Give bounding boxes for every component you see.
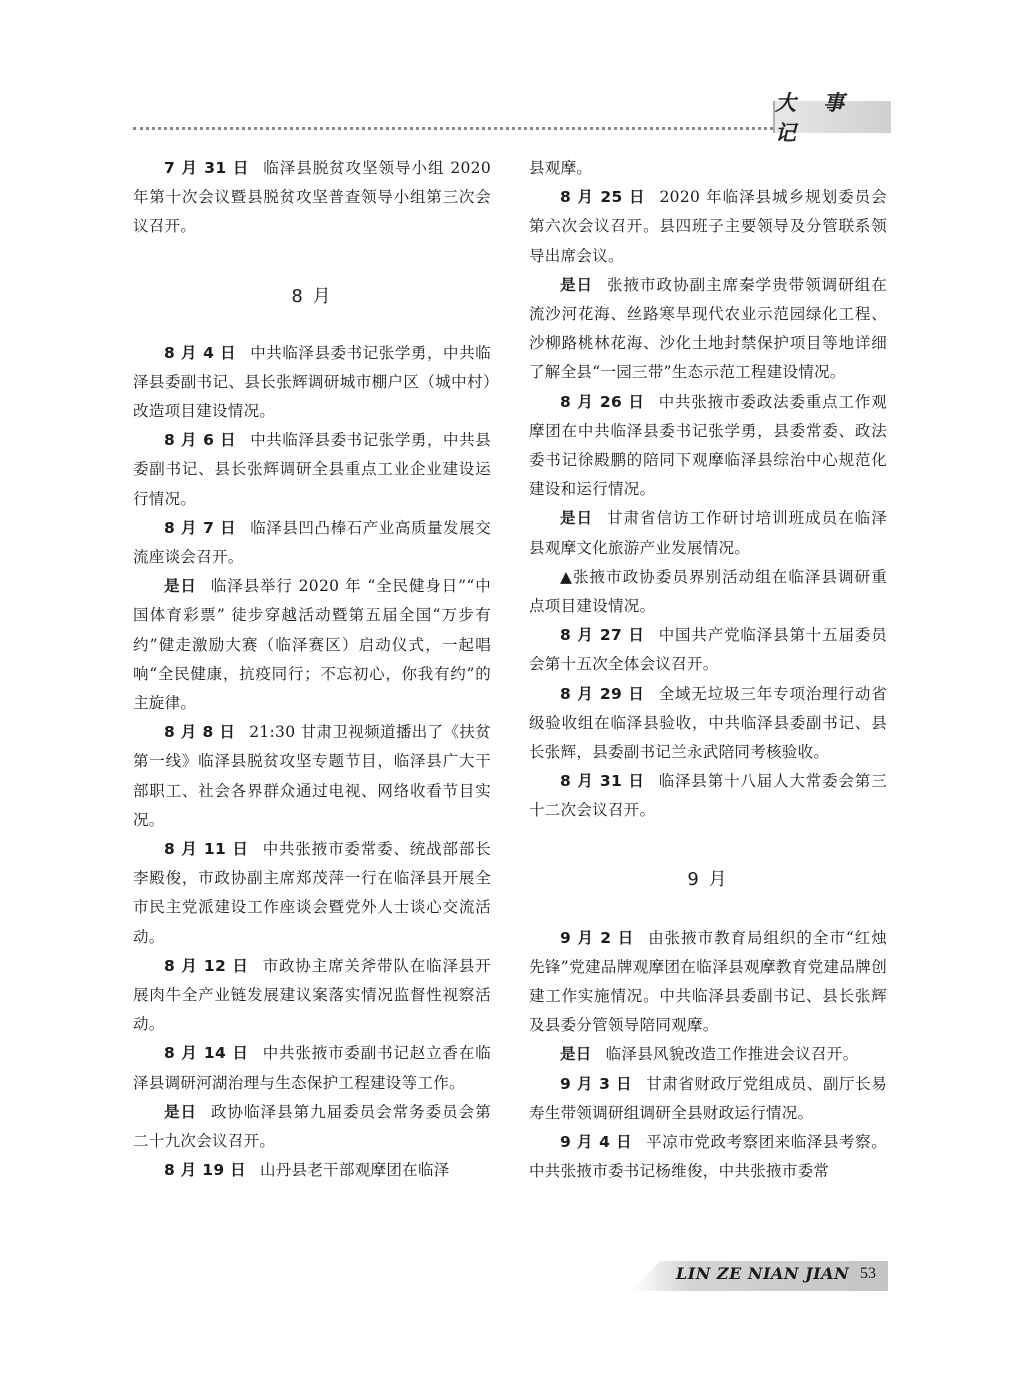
entry bbox=[529, 563, 887, 621]
entry bbox=[133, 835, 491, 952]
entry-text: 中共张掖市委常委、统战部部长李殿俊，市政协副主席郑茂萍一行在临泽县开展全市民主党派建设工作座谈会暨党外人士谈心交流活动。 bbox=[133, 840, 491, 946]
entry-date: 7 月 31 日 bbox=[164, 159, 250, 177]
entry-date: 是日 bbox=[560, 275, 594, 294]
entry bbox=[133, 339, 491, 427]
entry-text: 平凉市党政考察团来临泽县考察。中共张掖市委书记杨维俊，中共张掖市委常 bbox=[529, 1133, 887, 1181]
entry-date: 8 月 29 日 bbox=[560, 684, 645, 703]
left-entries bbox=[133, 339, 491, 1186]
entry-text: 由张掖市教育局组织的全市“红烛先锋”党建品牌观摩团在临泽县观摩教育党建品牌创建工作实施情况。中共临泽县委副书记、县长张辉及县委分管领导陪同观摩。 bbox=[529, 928, 887, 1035]
entry-text: 甘肃省信访工作研讨培训班成员在临泽县观摩文化旅游产业发展情况。 bbox=[529, 509, 887, 557]
entry bbox=[133, 952, 491, 1040]
entry bbox=[529, 183, 887, 271]
entry bbox=[529, 271, 887, 388]
entry bbox=[133, 718, 491, 835]
entry bbox=[529, 767, 887, 825]
entry-date: 9 月 2 日 bbox=[560, 928, 635, 947]
entry-date: 8 月 4 日 bbox=[164, 343, 237, 362]
entry bbox=[133, 1156, 491, 1185]
entry bbox=[529, 504, 887, 562]
entry-text: 临泽县凹凸棒石产业高质量发展交流座谈会召开。 bbox=[133, 518, 491, 567]
entry bbox=[529, 680, 887, 768]
entry-date: 8 月 11 日 bbox=[164, 840, 249, 859]
entry bbox=[529, 1128, 887, 1186]
section-title: 大 事 记 bbox=[775, 91, 855, 145]
entry-text: 临泽县第十八届人大常委会第三十二次会议召开。 bbox=[529, 772, 887, 820]
entry-text: 中共张掖市委副书记赵立香在临泽县调研河湖治理与生态保护工程建设等工作。 bbox=[133, 1044, 491, 1092]
entry bbox=[133, 1098, 491, 1156]
entry-date: 8 月 27 日 bbox=[560, 626, 645, 645]
entry-date: 8 月 6 日 bbox=[164, 431, 237, 450]
entry-text: 临泽县脱贫攻坚领导小组 2020 年第十次会议暨县脱贫攻坚普查领导小组第三次会议召开。 bbox=[133, 159, 491, 236]
entry bbox=[529, 621, 887, 679]
entry-text: 中共临泽县委书记张学勇，中共临泽县委副书记、县长张辉调研城市棚户区（城中村）改造项目建设情况。 bbox=[133, 343, 491, 421]
entry-text: 中共张掖市委政法委重点工作观摩团在中共临泽县委书记张学勇，县委常委、政法委书记徐殿鹏的陪同下观摩临泽县综治中心规范化建设和运行情况。 bbox=[529, 392, 887, 499]
entry bbox=[133, 426, 491, 514]
entry-text: 2020 年临泽县城乡规划委员会第六次会议召开。县四班子主要领导及分管联系领导出席会议。 bbox=[529, 188, 887, 265]
left-column bbox=[133, 154, 491, 1186]
entry-date: 8 月 31 日 bbox=[560, 772, 645, 791]
entry-date: 是日 bbox=[560, 1045, 592, 1064]
header-dotted-rule bbox=[133, 127, 773, 130]
entry bbox=[529, 1070, 887, 1128]
entry bbox=[529, 924, 887, 1041]
entry-text: 临泽县举行 2020 年 “全民健身日”“中国体育彩票” 徒步穿越活动暨第五届全国“万步有约”健走激励大赛（临泽赛区）启动仪式，一起唱响“全民健康，抗疫同行；不忘初心，你我有约”的主旋律。 bbox=[133, 577, 491, 713]
entry-date: 是日 bbox=[164, 577, 197, 596]
entry-text: 21:30 甘肃卫视频道播出了《扶贫第一线》临泽县脱贫攻坚专题节目，临泽县广大干部职工、社会各界群众通过电视、网络收看节目实况。 bbox=[133, 723, 492, 829]
entry-date: 8 月 19 日 bbox=[164, 1161, 246, 1180]
entry-date: 8 月 7 日 bbox=[164, 518, 237, 537]
entry-text: 山丹县老干部观摩团在临泽 bbox=[259, 1161, 450, 1180]
entry-text: 市政协主席关斧带队在临泽县开展肉牛全产业链发展建议案落实情况监督性视察活动。 bbox=[133, 956, 491, 1034]
month-heading-august: 8 月 bbox=[291, 285, 333, 307]
entry-text: 中国共产党临泽县第十五届委员会第十五次全体会议召开。 bbox=[529, 626, 887, 674]
entry-text: 张掖市政协副主席秦学贵带领调研组在流沙河花海、丝路寒旱现代农业示范园绿化工程、沙柳路桃林花海、沙化土地封禁保护项目等地详细了解全县“一园三带”生态示范工程建设情况。 bbox=[529, 275, 887, 382]
entry-text: 政协临泽县第九届委员会常务委员会第二十九次会议召开。 bbox=[133, 1102, 491, 1151]
entry bbox=[133, 1039, 491, 1097]
entry-date: 8 月 25 日 bbox=[560, 188, 646, 207]
entry bbox=[133, 514, 491, 572]
entry-continuation: 县观摩。 bbox=[529, 159, 593, 177]
entry-date: 8 月 26 日 bbox=[560, 392, 645, 411]
entry-text: ▲张掖市政协委员界别活动组在临泽县调研重点项目建设情况。 bbox=[529, 567, 887, 616]
entry-date: 8 月 8 日 bbox=[164, 723, 236, 742]
entry-text: 全域无垃圾三年专项治理行动省级验收组在临泽县验收，中共临泽县委副书记、县长张辉，县委副书记兰永武陪同考核验收。 bbox=[529, 684, 887, 762]
entry-text: 甘肃省财政厅党组成员、副厅长易寿生带领调研组调研全县财政运行情况。 bbox=[529, 1074, 887, 1122]
entry-date: 9 月 3 日 bbox=[560, 1074, 633, 1093]
entry bbox=[133, 154, 491, 242]
right-column bbox=[529, 154, 887, 1187]
entry-date: 8 月 12 日 bbox=[164, 956, 249, 975]
entry bbox=[529, 1040, 887, 1069]
entry-text: 中共临泽县委书记张学勇，中共县委副书记、县长张辉调研全县重点工业企业建设运行情况。 bbox=[133, 431, 491, 508]
entry-date: 是日 bbox=[164, 1102, 198, 1121]
month-heading-september: 9 月 bbox=[687, 868, 729, 890]
section-title-tag bbox=[773, 91, 891, 145]
entry-date: 9 月 4 日 bbox=[560, 1133, 633, 1152]
entry-date: 8 月 14 日 bbox=[164, 1044, 249, 1063]
entry-date: 是日 bbox=[560, 509, 594, 528]
entry bbox=[529, 388, 887, 505]
journal-name: LIN ZE NIAN JIAN bbox=[676, 1264, 850, 1283]
entry-text: 临泽县风貌改造工作推进会议召开。 bbox=[605, 1045, 859, 1064]
page-number: 53 bbox=[860, 1265, 876, 1282]
entry bbox=[133, 572, 491, 718]
